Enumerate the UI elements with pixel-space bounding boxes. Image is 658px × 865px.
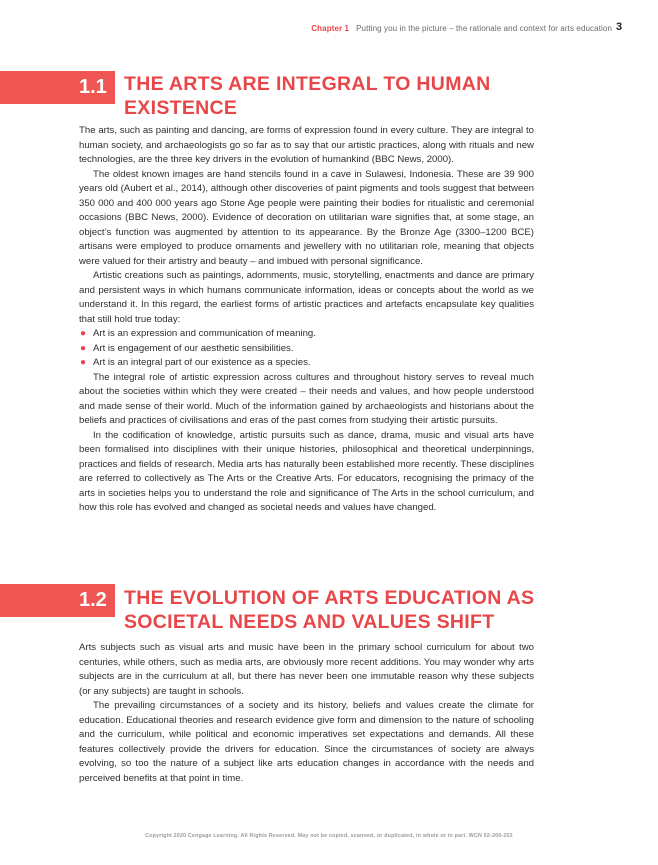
bullet-text: Art is an expression and communication of meaning.	[93, 328, 316, 339]
bullet-icon: ●	[80, 328, 87, 339]
bullet-icon: ●	[80, 357, 87, 368]
paragraph: The arts, such as painting and dancing, are forms of expression found in every culture. They are integral to human society, and archaeologists go so far as to say that our artistic practices, along with rituals and new technologies, are the three key drivers in the evolution of humankind (BBC News, 2000).	[79, 125, 534, 165]
copyright-footer: Copyright 2020 Cengage Learning. All Rights Reserved. May not be copied, scanned, or duplicated, in whole or in part. WCN 02-200-202	[145, 833, 513, 839]
bullet-item	[79, 327, 534, 342]
section-body-1-1	[79, 124, 534, 516]
paragraph: Arts subjects such as visual arts and music have been in the primary school curriculum for about two centuries, while others, such as media arts, are obviously more recent additions. You may wonder why arts subjects are in the curriculum at all, but there has never been one immutable reason why these subjects (or any subjects) are taught in schools.	[79, 642, 534, 697]
section-title: THE ARTS ARE INTEGRAL TO HUMAN EXISTENCE	[124, 73, 491, 119]
section-number: 1.1	[79, 76, 107, 98]
bullet-text: Art is an integral part of our existence as a species.	[93, 357, 311, 368]
bullet-text: Art is engagement of our aesthetic sensibilities.	[93, 342, 294, 354]
paragraph: In the codification of knowledge, artistic pursuits such as dance, drama, music and visual arts have been formalised into disciplines with their unique histories, philosophical and theoretical underpinnings, practices and fields of research. Media arts has naturally been established more recently. These disciplines are referred to collectively as The Arts or the Creative Arts. For educators, recognising the primacy of the arts in societies helps you to understand the role and significance of The Arts in the school curriculum, and how this role has evolved and changed as societal needs and values have changed.	[79, 429, 534, 513]
chapter-label: Chapter 1	[311, 24, 350, 33]
bullet-list	[79, 327, 534, 371]
chapter-title: Putting you in the picture – the rationale and context for arts education	[356, 24, 612, 33]
bullet-item	[79, 342, 534, 357]
section-number: 1.2	[79, 589, 107, 611]
bullet-item	[79, 356, 534, 371]
paragraph: The integral role of artistic expression across cultures and throughout history serves to reveal much about the societies within which they were created – their needs and values, and how people understood and made sense of their world. Much of the information gained by archaeologists and historians about the beliefs and practices of civilisations and eras of the past comes from studying their artistic pursuits.	[79, 371, 534, 426]
page-number: 3	[616, 21, 623, 33]
section-heading-1-2	[0, 584, 620, 634]
section-body-1-2	[79, 641, 534, 786]
section-title: THE EVOLUTION OF ARTS EDUCATION AS SOCIETAL NEEDS AND VALUES SHIFT	[124, 587, 535, 633]
running-header	[0, 24, 612, 33]
section-heading-1-1	[0, 67, 620, 117]
paragraph: The oldest known images are hand stencils found in a cave in Sulawesi, Indonesia. These are 39 900 years old (Aubert et al., 2014), although other discoveries of paint pigments and tools suggest that between 350 000 and 400 000 years ago Stone Age people were painting their bodies for ritualistic and ceremonial occasions (BBC News, 2000). Evidence of decoration on utilitarian ware signifies that, at some stage, an object’s function was augmented by attention to its appearance. By the Bronze Age (3300–1200 BCE) artisans were employed to produce ornaments and jewellery with no utilitarian role, meaning that objects were valued for their artistry and beauty – and imbued with personal significance.	[79, 168, 534, 267]
bullet-icon: ●	[80, 342, 87, 354]
paragraph: Artistic creations such as paintings, adornments, music, storytelling, enactments and dance are primary and persistent ways in which humans communicate information, ideas or concepts about the world as we understand it. In this regard, the earliest forms of artistic practices and artefacts encapsulate key qualities that still hold true today:	[79, 270, 534, 325]
paragraph: The prevailing circumstances of a society and its history, beliefs and values create the climate for education. Educational theories and research evidence give form and dimension to the nature of schooling and the curriculum, while political and economic imperatives set expectations and demands. All these features collectively provide the drivers for education. Since the circumstances of society are always evolving, so too the nature of a subject like arts education changes in accordance with the needs and perceived benefits at that point in time.	[79, 700, 534, 784]
